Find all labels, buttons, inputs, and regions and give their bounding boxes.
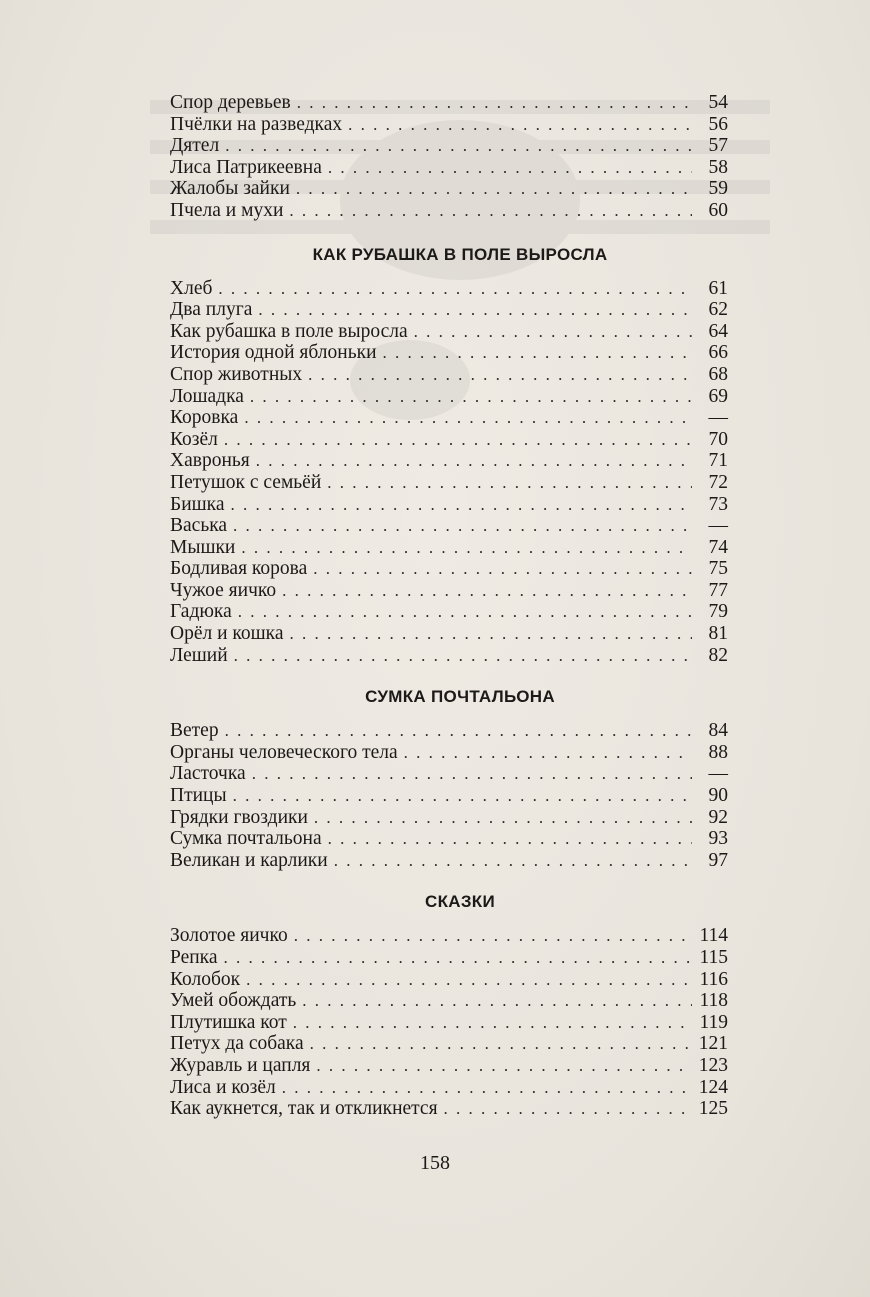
toc-entry [170,850,728,872]
entry-page-number: 59 [708,178,728,200]
entry-title: Птицы [170,785,227,807]
entry-page-number: 60 [708,199,728,221]
entry-title: Хлеб [170,277,213,299]
dot-leader [383,342,692,364]
dot-leader [252,763,692,785]
entry-title: Великан и карлики [170,849,328,871]
entry-title: Спор животных [170,363,303,385]
toc-entry [170,321,728,343]
entry-page-number: 66 [708,342,728,364]
dot-leader [218,278,692,300]
toc-entry [170,580,728,602]
toc-entry [170,364,728,386]
dot-leader [282,580,692,602]
dot-leader [293,1012,692,1034]
toc-entry [170,494,728,516]
entry-page-number: 71 [708,450,728,472]
entry-title: Пчела и мухи [170,199,284,221]
entry-title: История одной яблоньки [170,342,377,364]
entry-page-number: 124 [698,1076,728,1098]
entry-title: Козёл [170,428,218,450]
entry-title: Ветер [170,720,219,742]
dot-leader [328,157,692,179]
toc-entry [170,200,728,222]
entry-title: Грядки гвоздики [170,806,308,828]
toc-entry [170,601,728,623]
entry-page-number: 92 [708,806,728,828]
entry-title: Колобок [170,968,241,990]
entry-title: Два плуга [170,299,253,321]
entry-title: Жалобы зайки [170,178,290,200]
entry-title: Спор деревьев [170,92,291,113]
entry-page-number: 64 [708,320,728,342]
entry-title: Журавль и цапля [170,1054,311,1076]
toc-entry [170,472,728,494]
entry-title: Дятел [170,135,220,157]
entry-title: Органы человеческого тела [170,741,398,763]
entry-page-number: 116 [699,968,728,990]
dot-leader [302,990,692,1012]
dot-leader [327,472,692,494]
dot-leader [404,742,692,764]
entry-page-number: 115 [699,947,728,968]
entry-title: Орёл и кошка [170,623,284,645]
dot-leader [313,558,692,580]
toc-entry [170,1033,728,1055]
entry-title: Умей обождать [170,990,297,1012]
toc-entry [170,135,728,157]
dot-leader [297,92,692,114]
toc-entry [170,386,728,408]
entry-page-number: 58 [708,156,728,178]
entry-page-number: 56 [708,113,728,135]
toc-entry [170,925,728,947]
entry-page-number: 74 [708,536,728,558]
toc-entry [170,1098,728,1120]
entry-page-number: 61 [708,277,728,299]
dot-leader [250,386,692,408]
toc-section [170,674,728,871]
entry-title: Леший [170,644,228,666]
dot-leader [238,601,692,623]
dot-leader [233,515,692,537]
entry-title: Лиса Патрикеевна [170,156,322,178]
dot-leader [348,114,692,136]
toc-entry [170,720,728,742]
section-heading: СУМКА ПОЧТАЛЬОНА [365,687,555,707]
entry-title: Васька [170,515,228,537]
entry-page-number: 70 [708,428,728,450]
toc-entry [170,178,728,200]
toc-entry [170,299,728,321]
entry-title: Как аукнется, так и откликнется [170,1098,438,1120]
entry-title: Ласточка [170,763,246,785]
toc-section [170,92,728,222]
entry-page-number: 75 [708,558,728,580]
entry-page-number: — [708,515,728,537]
toc-entry [170,828,728,850]
dot-leader [244,407,692,429]
entry-page-number: 114 [699,925,728,947]
entry-page-number: 93 [708,828,728,850]
entry-title: Бодливая корова [170,558,308,580]
toc-entry [170,623,728,645]
entry-page-number: 73 [708,493,728,515]
entry-page-number: 90 [708,785,728,807]
dot-leader [334,850,692,872]
toc-section [170,232,728,667]
entry-page-number: 81 [708,623,728,645]
entry-title: Гадюка [170,601,232,623]
entry-page-number: 121 [698,1033,728,1055]
entry-title: Мышки [170,536,236,558]
entry-title: Петушок с семьёй [170,471,322,493]
entry-title: Петух да собака [170,1033,304,1055]
entry-title: Сумка почтальона [170,828,322,850]
toc-entry [170,785,728,807]
entry-page-number: 125 [698,1098,728,1120]
entry-page-number: 79 [708,601,728,623]
dot-leader [224,947,692,969]
toc-entry [170,92,728,114]
toc-entry [170,990,728,1012]
dot-leader [296,178,692,200]
entry-page-number: 123 [698,1054,728,1076]
dot-leader [225,135,692,157]
dot-leader [234,645,692,667]
dot-leader [282,1077,692,1099]
toc-entry [170,807,728,829]
dot-leader [308,364,692,386]
toc-section [170,879,728,1119]
toc-entry [170,537,728,559]
toc-entry [170,114,728,136]
dot-leader [316,1055,692,1077]
entry-title: Лошадка [170,385,244,407]
entry-title: Как рубашка в поле выросла [170,320,408,342]
toc-entry [170,407,728,429]
entry-page-number: 119 [699,1011,728,1033]
toc-entry [170,1077,728,1099]
entry-page-number: 84 [708,720,728,742]
entry-page-number: 118 [699,990,728,1012]
toc-entry [170,342,728,364]
dot-leader [233,785,692,807]
dot-leader [310,1033,692,1055]
dot-leader [225,720,692,742]
toc-entry [170,742,728,764]
dot-leader [256,450,692,472]
entry-page-number: 72 [708,471,728,493]
entry-title: Хавронья [170,450,250,472]
dot-leader [258,299,692,321]
toc-entry [170,645,728,667]
entry-page-number: 88 [708,741,728,763]
entry-page-number: 62 [708,299,728,321]
entry-page-number: 82 [708,644,728,666]
dot-leader [241,537,692,559]
toc-entry [170,947,728,969]
dot-leader [290,623,693,645]
entry-page-number: 77 [708,579,728,601]
page-number: 158 [420,1152,450,1174]
toc-entry [170,763,728,785]
entry-title: Пчёлки на разведках [170,113,343,135]
toc-entry [170,278,728,300]
entry-title: Лиса и козёл [170,1076,276,1098]
entry-page-number: 57 [708,135,728,157]
dot-leader [328,828,692,850]
entry-page-number: 69 [708,385,728,407]
toc-entry [170,450,728,472]
entry-page-number: — [708,407,728,429]
toc-entry [170,515,728,537]
entry-title: Золотое яичко [170,925,288,947]
section-heading: СКАЗКИ [425,892,495,912]
entry-title: Бишка [170,493,225,515]
section-heading: КАК РУБАШКА В ПОЛЕ ВЫРОСЛА [312,244,608,264]
toc-entry [170,969,728,991]
dot-leader [294,925,692,947]
table-of-contents [170,92,728,1120]
entry-page-number: 97 [708,849,728,871]
entry-title: Репка [170,947,218,968]
entry-title: Чужое яичко [170,579,277,601]
dot-leader [414,321,692,343]
dot-leader [314,807,692,829]
entry-page-number: 54 [708,92,728,113]
toc-entry [170,1012,728,1034]
entry-title: Коровка [170,407,239,429]
dot-leader [230,494,692,516]
toc-entry [170,157,728,179]
dot-leader [246,969,692,991]
dot-leader [224,429,692,451]
entry-page-number: 68 [708,363,728,385]
dot-leader [289,200,692,222]
toc-entry [170,558,728,580]
entry-page-number: — [708,763,728,785]
toc-entry [170,429,728,451]
entry-title: Плутишка кот [170,1011,287,1033]
toc-entry [170,1055,728,1077]
dot-leader [444,1098,692,1120]
